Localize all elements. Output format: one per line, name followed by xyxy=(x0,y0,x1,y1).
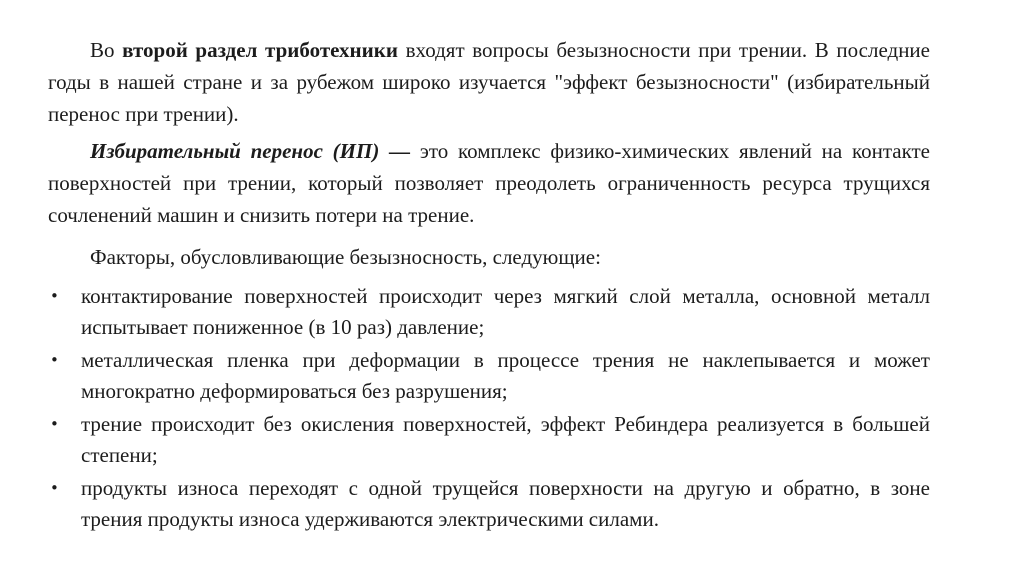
list-item-text: контактирование поверхностей происходит через мягкий слой металла, основной металл испытывает пониженное (в 10 раз) давление; xyxy=(81,284,930,339)
bullet-icon: • xyxy=(50,287,59,305)
list-item xyxy=(48,473,930,535)
paragraph-factors-heading: Факторы, обусловливающие безызносность, следующие: xyxy=(90,245,601,269)
paragraph-intro-rest: входят вопросы безызносности при трении. В последние годы в нашей стране и за рубежом широко изучается "эффект безызносности" (избирательный перенос при трении). xyxy=(48,38,930,126)
bullet-icon: • xyxy=(50,415,59,433)
definition-text: это комплекс физико-химических явлений на контакте поверхностей при трении, который позволяет преодолеть ограниченность ресурса трущихся сочленений машин и снизить потери на трение. xyxy=(48,139,931,227)
list-item xyxy=(48,281,930,343)
document-page xyxy=(48,34,930,537)
bold-term-tribotechnics: второй раздел триботехники xyxy=(122,38,398,62)
paragraph-definition xyxy=(48,135,930,231)
paragraph-intro xyxy=(48,34,930,130)
factors-list xyxy=(48,281,930,535)
definition-term: Избирательный перенос (ИП) — xyxy=(90,139,411,163)
paragraph-intro-lead: Во xyxy=(90,38,115,62)
bullet-icon: • xyxy=(50,479,59,497)
bullet-icon: • xyxy=(50,351,59,369)
list-item xyxy=(48,409,930,471)
list-item-text: металлическая пленка при деформации в процессе трения не наклепывается и может многократно деформироваться без разрушения; xyxy=(81,348,930,403)
list-item xyxy=(48,345,930,407)
list-item-text: трение происходит без окисления поверхностей, эффект Ребиндера реализуется в большей степени; xyxy=(81,412,930,467)
list-item-text: продукты износа переходят с одной трущейся поверхности на другую и обратно, в зоне трения продукты износа удерживаются электрическими силами. xyxy=(81,476,930,531)
